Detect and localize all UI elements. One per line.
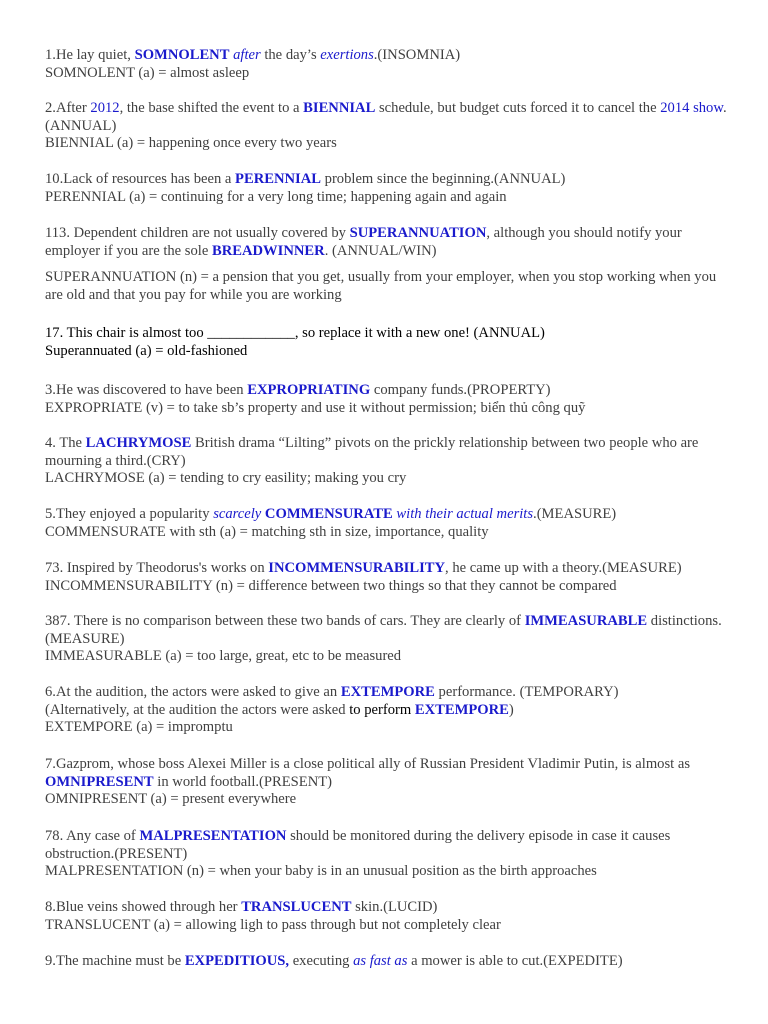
example-sentence — [45, 899, 730, 917]
example-sentence — [45, 828, 730, 863]
definition: BIENNIAL (a) = happening once every two years — [45, 135, 337, 152]
vocab-word: INCOMMENSURABILITY — [268, 560, 446, 576]
sentence-segment: (Alternatively, at the audition the actors were asked — [45, 701, 350, 718]
vocab-entry — [45, 560, 730, 595]
example-sentence — [45, 435, 730, 470]
definition: LACHRYMOSE (a) = tending to cry easility; making you cry — [45, 470, 407, 487]
sentence-segment: British drama “Lilting” pivots on the prickly relationship between two people who are mourning a third.(CRY) — [45, 435, 699, 469]
definition: Superannuated (a) = old-fashioned — [45, 342, 248, 359]
example-sentence — [45, 382, 730, 400]
vocab-entry — [45, 899, 730, 934]
sentence-segment: 2012 — [90, 100, 120, 116]
vocab-word: TRANSLUCENT — [241, 899, 352, 915]
definition: TRANSLUCENT (a) = allowing ligh to pass through but not completely clear — [45, 916, 501, 933]
sentence-segment: 2.After — [45, 100, 91, 116]
sentence-segment: a mower is able to cut.(EXPEDITE) — [407, 953, 623, 969]
vocab-word: MALPRESENTATION — [139, 828, 287, 844]
sentence-segment: skin.(LUCID) — [351, 899, 438, 915]
sentence-segment: 78. Any case of — [45, 828, 140, 844]
sentence-segment: executing — [289, 953, 354, 969]
sentence-segment: problem since the beginning.(ANNUAL) — [321, 171, 566, 187]
vocab-word: SUPERANNUATION — [349, 225, 487, 241]
vocab-word: BIENNIAL — [303, 100, 376, 116]
example-sentence — [45, 560, 730, 578]
vocab-word: EXPROPRIATING — [247, 382, 371, 398]
vocab-word: EXTEMPORE — [340, 684, 435, 700]
vocab-word: PERENNIAL — [235, 171, 321, 187]
vocab-word: EXTEMPORE — [414, 701, 509, 718]
sentence-segment: performance. (TEMPORARY) — [434, 684, 619, 700]
vocab-word: IMMEASURABLE — [524, 613, 648, 629]
vocab-entry — [45, 435, 730, 488]
sentence-segment: should be monitored during the delivery episode in case it causes obstruction.(PRESENT) — [45, 828, 671, 862]
sentence-segment: 2014 show — [660, 100, 723, 116]
sentence-segment: 8.Blue veins showed through her — [45, 899, 242, 915]
definition: EXTEMPORE (a) = impromptu — [45, 719, 233, 736]
vocab-word: SOMNOLENT — [134, 47, 230, 63]
sentence-segment: 73. Inspired by Theodorus's works on — [45, 560, 269, 576]
vocab-entry — [45, 756, 730, 809]
definition: COMMENSURATE with sth (a) = matching sth in size, importance, quality — [45, 523, 489, 540]
sentence-segment: 3.He was discovered to have been — [45, 382, 248, 398]
sentence-segment: 5.They enjoyed a popularity — [45, 506, 214, 522]
sentence-segment: company funds.(PROPERTY) — [370, 382, 551, 398]
vocab-entry — [45, 613, 730, 666]
example-sentence — [45, 47, 730, 65]
vocab-entry — [45, 225, 730, 304]
sentence-segment: 4. The — [45, 435, 86, 451]
sentence-segment: 10.Lack of resources has been a — [45, 171, 236, 187]
example-sentence — [45, 684, 730, 702]
vocab-entry — [45, 506, 730, 541]
definition: IMMEASURABLE (a) = too large, great, etc to be measured — [45, 648, 402, 665]
vocab-entry — [45, 684, 730, 737]
example-sentence — [45, 506, 730, 524]
vocab-entry — [45, 953, 730, 971]
sentence-segment: .(MEASURE) — [533, 506, 617, 522]
sentence-segment: 6.At the audition, the actors were asked to give an — [45, 684, 341, 700]
vocab-word: EXPEDITIOUS, — [184, 953, 290, 969]
sentence-segment: 7.Gazprom, whose boss Alexei Miller is a close political ally of Russian President Vladimir Putin, is almost as — [45, 756, 691, 772]
vocab-entry — [45, 828, 730, 881]
sentence-segment: 113. Dependent children are not usually covered by — [45, 225, 350, 241]
vocab-word: BREADWINNER — [211, 242, 325, 259]
alternative-sentence — [45, 702, 730, 720]
sentence-segment: schedule, but budget cuts forced it to cancel the — [375, 100, 661, 116]
definition: INCOMMENSURABILITY (n) = difference between two things so that they cannot be compared — [45, 577, 617, 594]
example-sentence — [45, 325, 730, 343]
example-sentence — [45, 756, 730, 791]
sentence-segment: , he came up with a theory.(MEASURE) — [445, 560, 682, 576]
example-sentence — [45, 171, 730, 189]
sentence-segment: with their actual merits — [396, 506, 534, 522]
definition: SUPERANNUATION (n) = a pension that you get, usually from your employer, when you stop working when you are old and that you pay for while you are working — [45, 269, 717, 303]
sentence-segment: .(INSOMNIA) — [373, 47, 461, 63]
sentence-segment: in world football.(PRESENT) — [153, 773, 333, 790]
definition: SOMNOLENT (a) = almost asleep — [45, 64, 250, 81]
sentence-segment: . (ANNUAL/WIN) — [324, 242, 437, 259]
example-sentence — [45, 613, 730, 648]
sentence-segment: 9.The machine must be — [45, 953, 185, 969]
sentence-segment: .(ANNUAL) — [45, 100, 727, 134]
vocab-entry — [45, 325, 730, 360]
sentence-segment: exertions — [320, 47, 374, 63]
sentence-segment: 387. There is no comparison between these two bands of cars. They are clearly of — [45, 613, 525, 629]
sentence-segment: scarcely — [213, 506, 262, 522]
sentence-segment: after — [233, 47, 261, 63]
vocab-entry — [45, 47, 730, 82]
sentence-segment: , although you should notify your employer if you are the sole — [45, 225, 682, 259]
sentence-segment: the day’s — [260, 47, 321, 63]
sentence-segment: 17. This chair is almost too ____________, so replace it with a new one! (ANNUAL) — [45, 325, 545, 341]
sentence-segment: 1.He lay quiet, — [45, 47, 135, 63]
definition: PERENNIAL (a) = continuing for a very long time; happening again and again — [45, 188, 507, 205]
sentence-segment: ) — [508, 701, 514, 718]
definition: OMNIPRESENT (a) = present everywhere — [45, 791, 297, 808]
definition: MALPRESENTATION (n) = when your baby is in an unusual position as the birth approaches — [45, 863, 597, 880]
vocab-word: OMNIPRESENT — [45, 773, 154, 790]
vocab-entry — [45, 171, 730, 206]
example-sentence — [45, 953, 730, 971]
vocab-word: COMMENSURATE — [264, 506, 393, 522]
example-sentence — [45, 225, 730, 260]
sentence-segment: , the base shifted the event to a — [119, 100, 304, 116]
sentence-segment: to perform — [349, 701, 415, 718]
sentence-segment: as fast as — [353, 953, 408, 969]
vocab-entry — [45, 100, 730, 153]
sentence-segment: distinctions. (MEASURE) — [45, 613, 722, 647]
vocab-word: LACHRYMOSE — [85, 435, 192, 451]
example-sentence — [45, 100, 730, 135]
definition: EXPROPRIATE (v) = to take sb’s property and use it without permission; biển thủ công quỹ — [45, 399, 586, 416]
vocab-entry — [45, 382, 730, 417]
